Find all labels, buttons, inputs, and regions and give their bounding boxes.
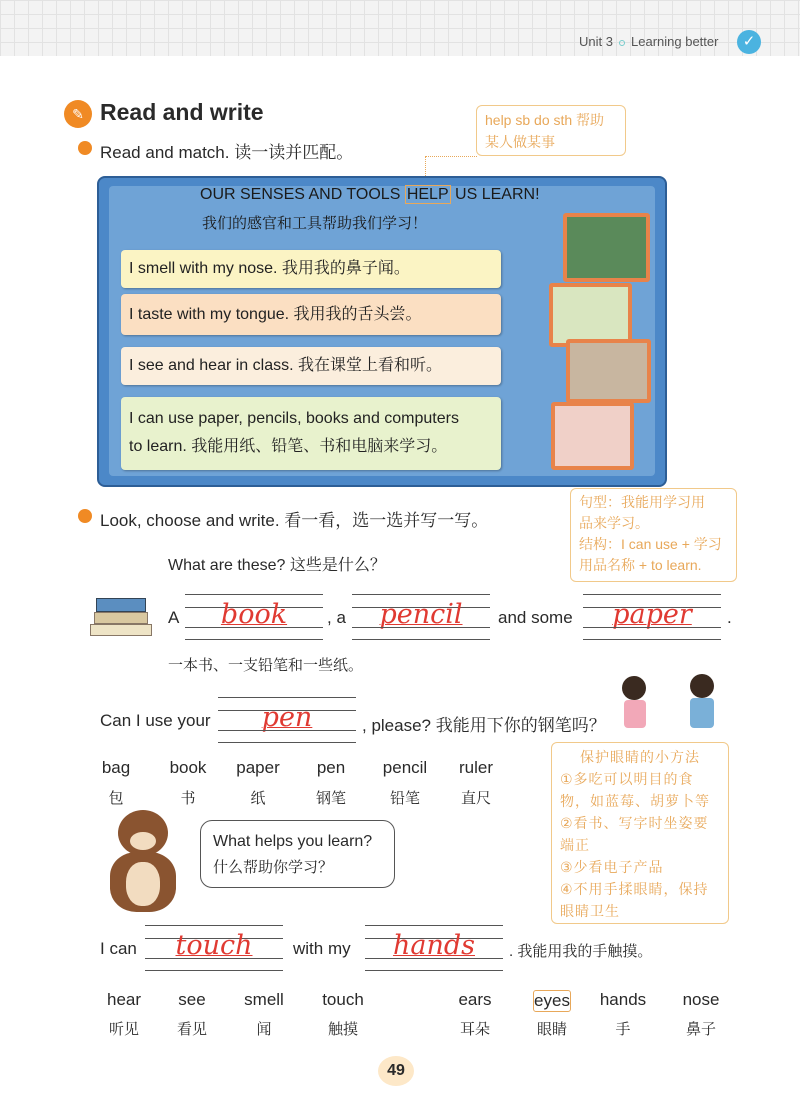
books-image xyxy=(90,592,156,640)
word-translation: 手 xyxy=(615,1021,631,1038)
label-with-my: with my xyxy=(293,939,351,958)
word-translation: 书 xyxy=(180,790,196,807)
sentence-strip: I taste with my tongue. 我用我的舌头尝。 xyxy=(121,294,501,335)
question: What are these? 这些是什么？ xyxy=(168,557,386,574)
label-i-can: I can xyxy=(100,939,137,958)
word-option: hear xyxy=(106,990,142,1009)
word-translation: 耳朵 xyxy=(459,1021,490,1038)
answer-blank[interactable] xyxy=(145,925,283,971)
word-option: see xyxy=(178,990,206,1009)
answer-blank[interactable] xyxy=(583,594,721,640)
note-line: 眼睛卫生 xyxy=(560,903,620,919)
instruction-look-choose: Look, choose and write. 看一看，选一选并写一写。 xyxy=(100,511,489,530)
instruction-read-match: Read and match. 读一读并匹配。 xyxy=(100,143,354,162)
photo-computer xyxy=(566,339,651,403)
word-option: pen xyxy=(316,758,346,777)
word-option: smell xyxy=(244,990,284,1009)
note-line: 用品名称 + to learn. xyxy=(579,557,702,573)
photo-teacher-student xyxy=(563,213,650,282)
bubble-line: 什么帮助你学习？ xyxy=(213,859,334,876)
word-option: hands xyxy=(599,990,647,1009)
word-translation: 闻 xyxy=(256,1021,272,1038)
answer-blank[interactable] xyxy=(218,697,356,743)
word-translation: 钢笔 xyxy=(315,790,346,807)
note-line: ③少看电子产品 xyxy=(560,859,664,875)
word-option: nose xyxy=(682,990,720,1009)
answer-text: book xyxy=(220,599,288,630)
answer-text: pencil xyxy=(379,599,463,630)
sentence-line: to learn. 我能用纸、铅笔、书和电脑来学习。 xyxy=(129,438,448,455)
kids-image xyxy=(618,672,718,730)
speech-bubble xyxy=(200,820,395,888)
answer-text: touch xyxy=(175,930,253,961)
answer-text: pen xyxy=(261,702,313,733)
sentence-strip xyxy=(121,397,501,470)
note-line: 结构：I can use + 学习 xyxy=(579,536,722,552)
sentence-line: I can use paper, pencils, books and computers xyxy=(129,410,459,427)
eye-tips-note xyxy=(551,742,729,924)
board-title-cn: 我们的感官和工具帮助我们学习！ xyxy=(202,215,428,232)
note-line: ④不用手揉眼睛，保持 xyxy=(560,881,709,897)
word-translation: 包 xyxy=(108,790,124,807)
word-translation: 听见 xyxy=(108,1021,139,1038)
label-comma-a: , a xyxy=(327,608,346,627)
photo-girl-smelling xyxy=(549,283,632,347)
word-translation: 触摸 xyxy=(327,1021,358,1038)
answer-blank[interactable] xyxy=(185,594,323,640)
bubble-line: What helps you learn? xyxy=(213,833,373,850)
word-option: ruler xyxy=(458,758,493,777)
photo-girl-tasting xyxy=(551,402,634,470)
word-translation: 直尺 xyxy=(460,790,491,807)
bullet-icon xyxy=(78,141,92,155)
board-title: OUR SENSES AND TOOLS HELP US LEARN! xyxy=(200,186,540,203)
word-option: bag xyxy=(101,758,131,777)
page-number: 49 xyxy=(378,1056,414,1086)
word-option: pencil xyxy=(382,758,428,777)
note-line: 某人做某事 xyxy=(485,134,555,150)
answer-text: hands xyxy=(392,930,475,961)
label-can-i-use: Can I use your xyxy=(100,711,211,730)
word-option: ears xyxy=(458,990,492,1009)
sentence-strip: I smell with my nose. 我用我的鼻子闻。 xyxy=(121,250,501,288)
word-translation: 鼻子 xyxy=(685,1021,716,1038)
section-title: Read and write xyxy=(100,99,264,125)
answer-blank[interactable] xyxy=(352,594,490,640)
word-option: book xyxy=(169,758,207,777)
note-line: 物，如蓝莓、胡萝卜等 xyxy=(560,793,710,809)
pattern-note xyxy=(570,488,737,582)
note-line: 句型：我能用学习用 xyxy=(579,494,705,510)
word-translation: 纸 xyxy=(250,790,266,807)
label-a: A xyxy=(168,608,180,627)
word-translation: 铅笔 xyxy=(389,790,420,807)
note-title: 保护眼睛的小方法 xyxy=(580,749,700,765)
answer-blank[interactable] xyxy=(365,925,503,971)
word-option-highlighted: eyes xyxy=(534,991,570,1010)
word-translation: 眼睛 xyxy=(536,1021,567,1038)
bullet-icon xyxy=(78,509,92,523)
note-line: ②看书、写字时坐姿要 xyxy=(560,815,709,831)
word-translation: 看见 xyxy=(176,1021,207,1038)
notebook-icon: ✎ xyxy=(64,100,92,128)
note-line: help sb do sth 帮助 xyxy=(485,112,605,128)
note-line: 品来学习。 xyxy=(579,515,649,531)
label-and-some: and some xyxy=(498,608,573,627)
translation: . 我能用我的手触摸。 xyxy=(509,943,653,960)
unit-label: Unit 3 xyxy=(579,34,613,49)
word-option: touch xyxy=(322,990,364,1009)
separator-dot xyxy=(619,40,625,46)
label-please: , please? 我能用下你的钢笔吗？ xyxy=(362,716,606,735)
bear-image xyxy=(96,810,191,915)
sentence-strip: I see and hear in class. 我在课堂上看和听。 xyxy=(121,347,501,385)
unit-title: Learning better xyxy=(631,34,719,49)
note-line: ①多吃可以明目的食 xyxy=(560,771,694,787)
check-badge-icon: ✓ xyxy=(737,30,761,54)
note-line: 端正 xyxy=(560,837,590,853)
answer-text: paper xyxy=(612,599,692,630)
translation: 一本书、一支铅笔和一些纸。 xyxy=(168,657,364,674)
vocab-note xyxy=(476,105,626,156)
word-option: paper xyxy=(236,758,280,777)
label-period: . xyxy=(727,608,732,627)
